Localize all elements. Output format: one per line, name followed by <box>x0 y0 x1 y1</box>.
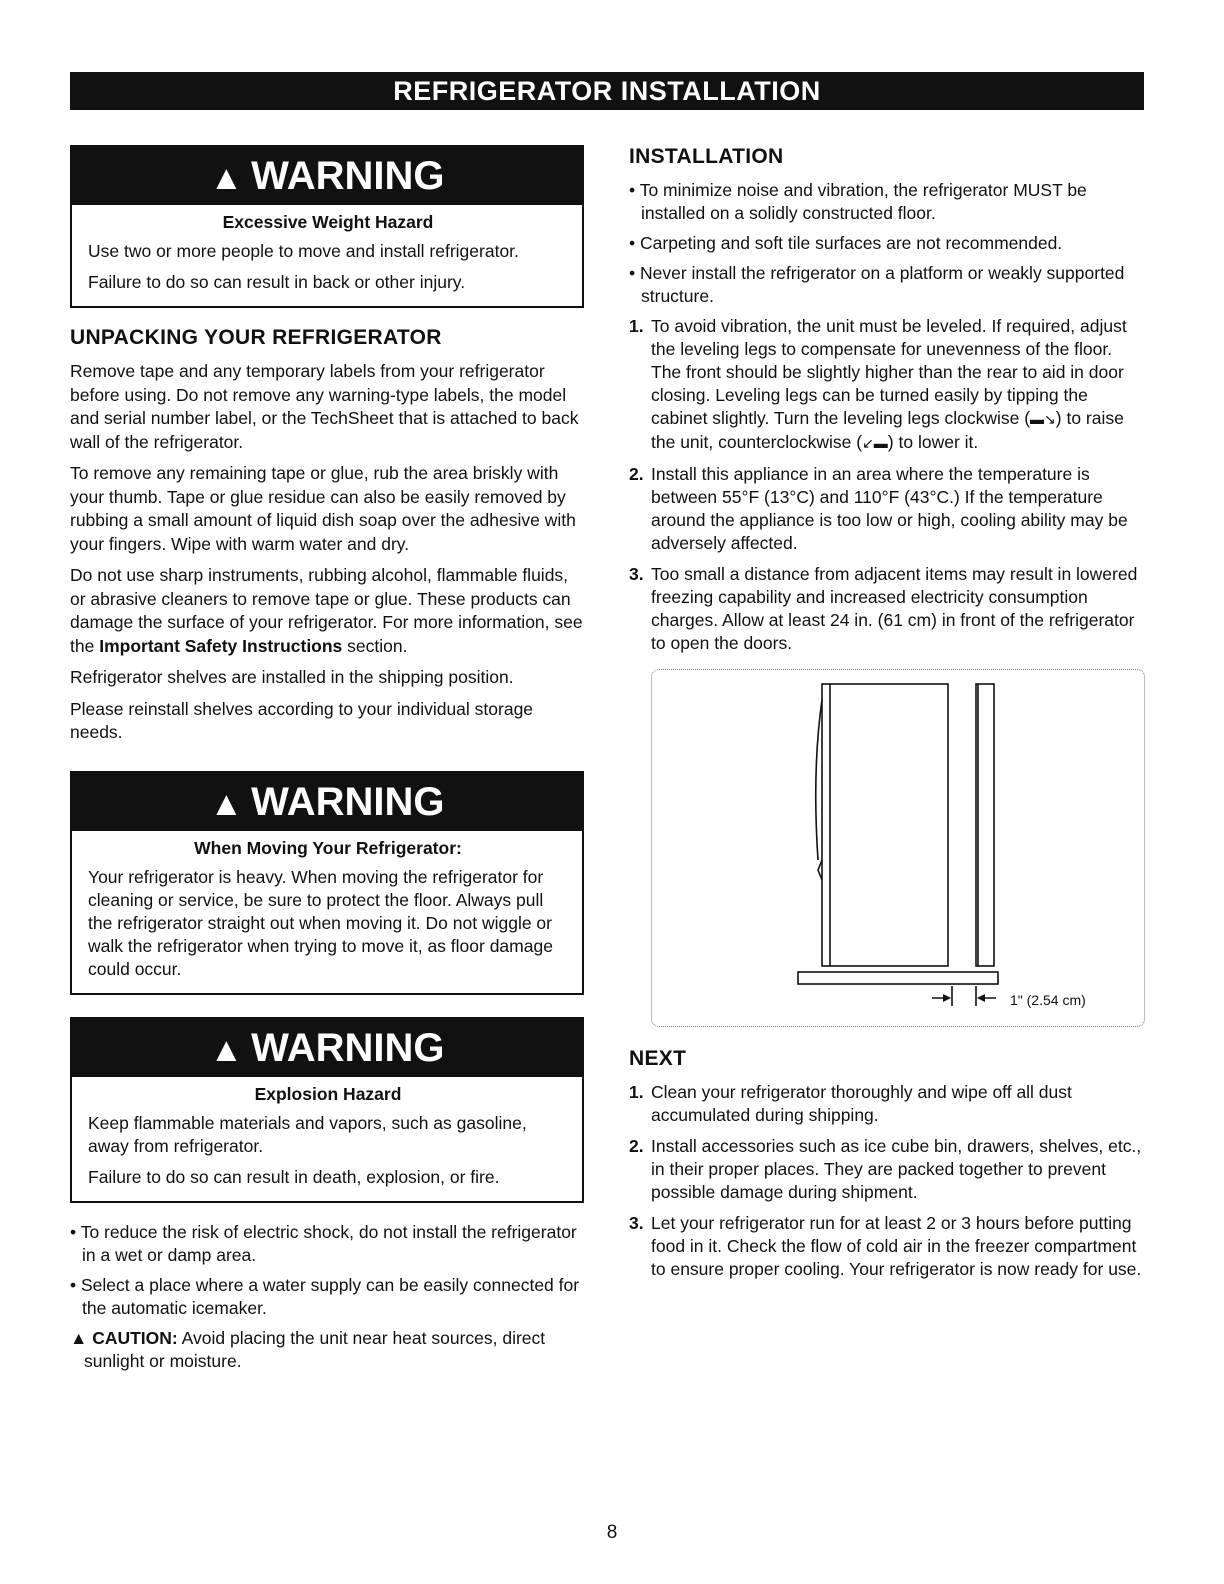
installation-step: 2. Install this appliance in an area where the temperature is between 55°F (13°C) and 110°F (43°C.) If the temperature around the appliance is too low or high, cooling ability may be adversely affected. <box>629 464 1128 553</box>
left-column <box>70 145 584 1373</box>
clockwise-leg-icon: ▬↘ <box>1030 411 1056 427</box>
warning-triangle-icon: ▲ <box>209 784 244 823</box>
warning-subtitle: Explosion Hazard <box>254 1083 402 1104</box>
refrigerator-side-view-icon <box>652 670 1144 1026</box>
clearance-diagram <box>651 669 1145 1027</box>
installation-bullet: • Carpeting and soft tile surfaces are not recommended. <box>629 233 1063 253</box>
warning-text: Keep flammable materials and vapors, such as gasoline, away from refrigerator. <box>88 1112 527 1156</box>
warning-triangle-icon: ▲ <box>209 1030 244 1069</box>
warning-box-weight <box>70 145 584 308</box>
warning-text: Failure to do so can result in back or other injury. <box>88 272 466 292</box>
next-step: 1. Clean your refrigerator thoroughly and wipe off all dust accumulated during shipping. <box>629 1082 1072 1125</box>
installation-bullet: • Never install the refrigerator on a platform or weakly supported structure. <box>629 263 1125 306</box>
unpacking-paragraph: Please reinstall shelves according to your individual storage needs. <box>70 698 534 742</box>
unpacking-paragraph: Refrigerator shelves are installed in the shipping position. <box>70 667 514 687</box>
page-number: 8 <box>606 1522 618 1543</box>
unpacking-paragraph: Remove tape and any temporary labels from your refrigerator before using. Do not remove any warning-type labels, the model and serial number label, or the TechSheet that is attached to back wall of the refrigerator. <box>70 361 579 452</box>
right-column <box>629 145 1144 1289</box>
location-bullet: • Select a place where a water supply can be easily connected for the automatic icemaker. <box>70 1274 580 1318</box>
warning-text: Use two or more people to move and install refrigerator. <box>88 241 519 261</box>
warning-header: ▲ WARNING <box>72 147 582 205</box>
installation-bullet: • To minimize noise and vibration, the refrigerator MUST be installed on a solidly constructed floor. <box>629 180 1087 223</box>
installation-step: 1. To avoid vibration, the unit must be leveled. If required, adjust the leveling legs to compensate for unevenness of the floor. The front should be slightly higher than the rear to aid in door closing. Leveling legs can be turned easily by tipping the cabinet slightly. Turn the leveling legs clockwise (▬↘) to raise the unit, counterclockwise (↙▬) to lower it. <box>629 316 1127 452</box>
next-step: 2. Install accessories such as ice cube bin, drawers, shelves, etc., in their proper places. They are packed together to prevent possible damage during shipment. <box>629 1136 1142 1202</box>
caution-triangle-icon: ▲ <box>70 1327 88 1348</box>
clearance-label: 1" (2.54 cm) <box>1010 992 1086 1008</box>
caution-note: ▲ CAUTION: Avoid placing the unit near heat sources, direct sunlight or moisture. <box>70 1327 546 1371</box>
warning-header: ▲ WARNING <box>72 773 582 831</box>
warning-box-explosion <box>70 1017 584 1203</box>
unpacking-paragraph: To remove any remaining tape or glue, rub the area briskly with your thumb. Tape or glue residue can also be easily removed by rubbing a small amount of liquid dish soap over the adhesive with your fingers. Wipe with warm water and dry. <box>70 463 576 554</box>
warning-header: ▲ WARNING <box>72 1019 582 1077</box>
counterclockwise-leg-icon: ↙▬ <box>862 435 888 451</box>
unpacking-heading: UNPACKING YOUR REFRIGERATOR <box>70 326 442 349</box>
warning-subtitle: Excessive Weight Hazard <box>222 212 434 232</box>
location-bullet: • To reduce the risk of electric shock, do not install the refrigerator in a wet or damp area. <box>70 1221 577 1265</box>
page-banner: REFRIGERATOR INSTALLATION <box>70 72 1144 110</box>
installation-step: 3. Too small a distance from adjacent items may result in lowered freezing capability and increased electricity consumption charges. Allow at least 24 in. (61 cm) in front of the refrigerator to open the doors. <box>629 564 1138 653</box>
warning-text: Your refrigerator is heavy. When moving the refrigerator for cleaning or service, be sure to protect the floor. Always pull the refrigerator straight out when moving it. Do not wiggle or walk the refrigerator when trying to move it, as floor damage could occur. <box>88 866 553 979</box>
warning-triangle-icon: ▲ <box>209 159 244 197</box>
next-step: 3. Let your refrigerator run for at least 2 or 3 hours before putting food in it. Check the flow of cold air in the freezer compartment to ensure proper cooling. Your refrigerator is now ready for use. <box>629 1213 1142 1279</box>
warning-box-moving <box>70 771 584 995</box>
unpacking-paragraph: Do not use sharp instruments, rubbing alcohol, flammable fluids, or abrasive cleaners to remove tape or glue. These products can damage the surface of your refrigerator. For more information, see the Important Safety Instructions section. <box>70 565 583 656</box>
installation-heading: INSTALLATION <box>629 145 784 168</box>
safety-instructions-reference: Important Safety Instructions <box>99 635 343 656</box>
next-heading: NEXT <box>629 1047 687 1070</box>
warning-text: Failure to do so can result in death, explosion, or fire. <box>88 1166 500 1187</box>
warning-subtitle: When Moving Your Refrigerator: <box>194 837 462 858</box>
